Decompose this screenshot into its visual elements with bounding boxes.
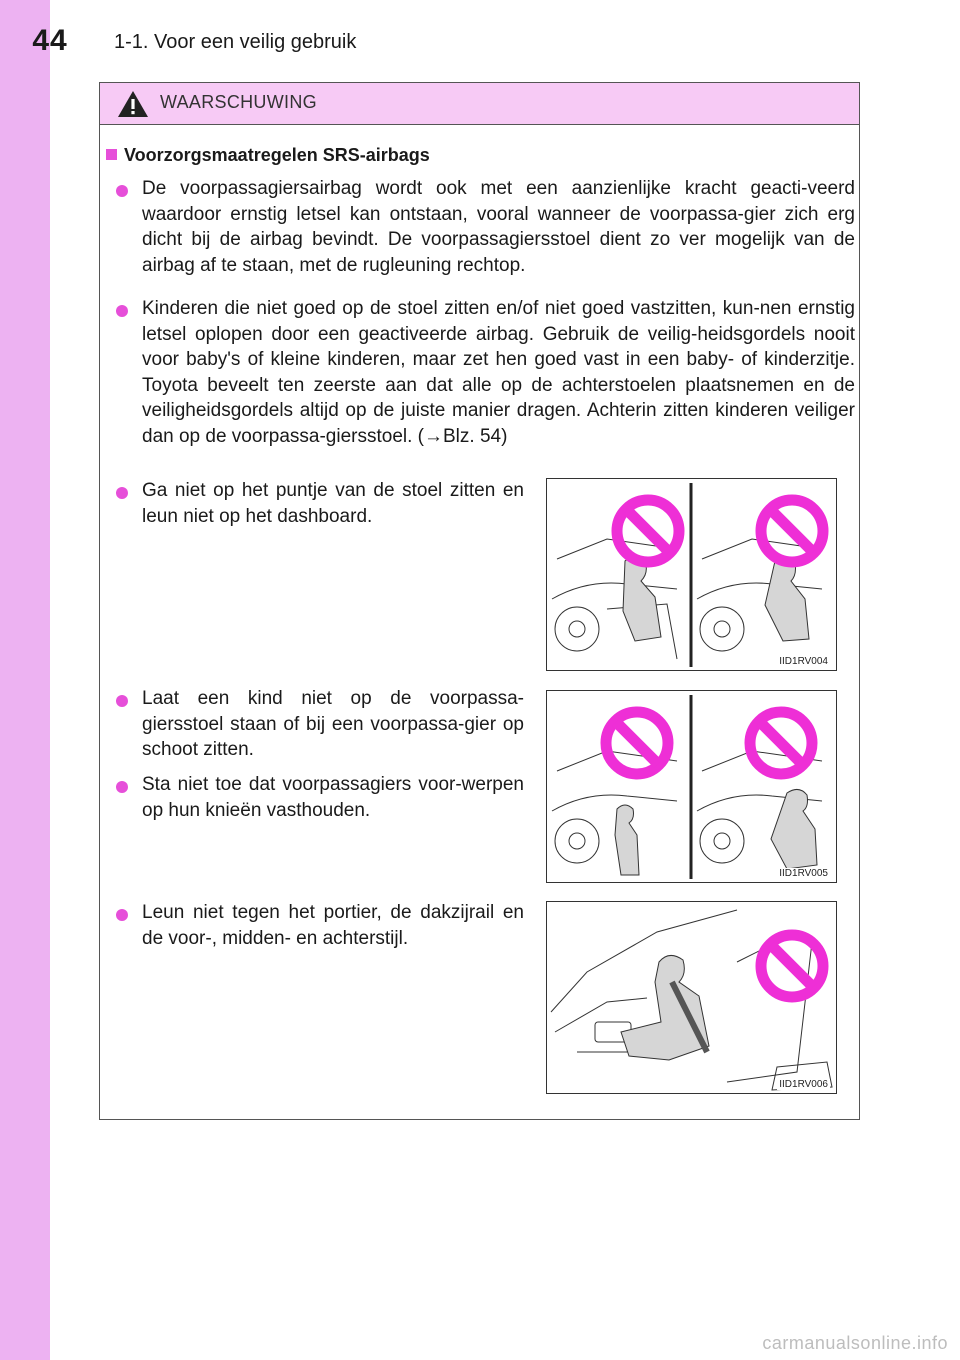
- figure-code: IID1RV004: [779, 656, 828, 667]
- warning-triangle-icon: [116, 89, 150, 119]
- bullet-dot-icon: [116, 487, 128, 499]
- bullet-text-3: Ga niet op het puntje van de stoel zitten en leun niet op het dashboard.: [142, 480, 524, 527]
- sub-heading: [106, 145, 430, 166]
- illustration-lean-dashboard: [547, 479, 836, 670]
- bullet-text-2: Kinderen die niet goed op de stoel zitten en/of niet goed vastzitten, kun-nen ernstig letsel oplopen door een geactiveerde airbag. Gebruik de veilig-heidsgordels nooit voor baby's of kleine kinderen, maar zet hen goed vast in een baby- of kinderzitje. Toyota beveelt ten zeerste aan dat alle op de achterstoelen plaatsnemen en de veiligheidsgordels altijd op de juiste manier dragen. Achterin zitten kinderen veiliger dan op de voorpassa-giersstoel. (→Blz. 54): [142, 298, 855, 447]
- bullet-dot-icon: [116, 781, 128, 793]
- warning-box: [99, 82, 860, 1120]
- bullet-dot-icon: [116, 305, 128, 317]
- illustration-lean-door: [547, 902, 836, 1093]
- bullet-dot-icon: [116, 909, 128, 921]
- figure-code: IID1RV006: [779, 1079, 828, 1090]
- figure-code: IID1RV005: [779, 868, 828, 879]
- figure-lean-dashboard: [546, 478, 837, 671]
- sub-heading-text: Voorzorgsmaatregelen SRS-airbags: [124, 145, 430, 165]
- square-bullet-icon: [106, 149, 117, 160]
- bullet-dot-icon: [116, 695, 128, 707]
- section-title: 1-1. Voor een veilig gebruik: [114, 31, 357, 53]
- figure-lean-door: [546, 901, 837, 1094]
- warning-label: WAARSCHUWING: [160, 92, 317, 112]
- illustration-child-standing: [547, 691, 836, 882]
- bullet-text-4: Laat een kind niet op de voorpassa-giersstoel staan of bij een voorpassa-gier op schoot zitten.: [142, 688, 524, 761]
- bullet-text-1: De voorpassagiersairbag wordt ook met een aanzienlijke kracht geacti-veerd waardoor ernstig letsel kan ontstaan, vooral wanneer de voorpassa-gier zich erg dicht bij de airbag bevindt. De voorpassagiersstoel dient zo ver mogelijk van de airbag af te staan, met de rugleuning rechtop.: [142, 178, 855, 276]
- bullet-dot-icon: [116, 185, 128, 197]
- bullet-text-5: Sta niet toe dat voorpassagiers voor-werpen op hun knieën vasthouden.: [142, 774, 524, 821]
- warning-header: [100, 83, 859, 125]
- page-number: 44: [32, 24, 68, 57]
- figure-child-standing: [546, 690, 837, 883]
- footer-watermark: carmanualsonline.info: [762, 1333, 948, 1353]
- side-band: [0, 0, 50, 1360]
- bullet-text-6: Leun niet tegen het portier, de dakzijrail en de voor-, midden- en achterstijl.: [142, 902, 524, 949]
